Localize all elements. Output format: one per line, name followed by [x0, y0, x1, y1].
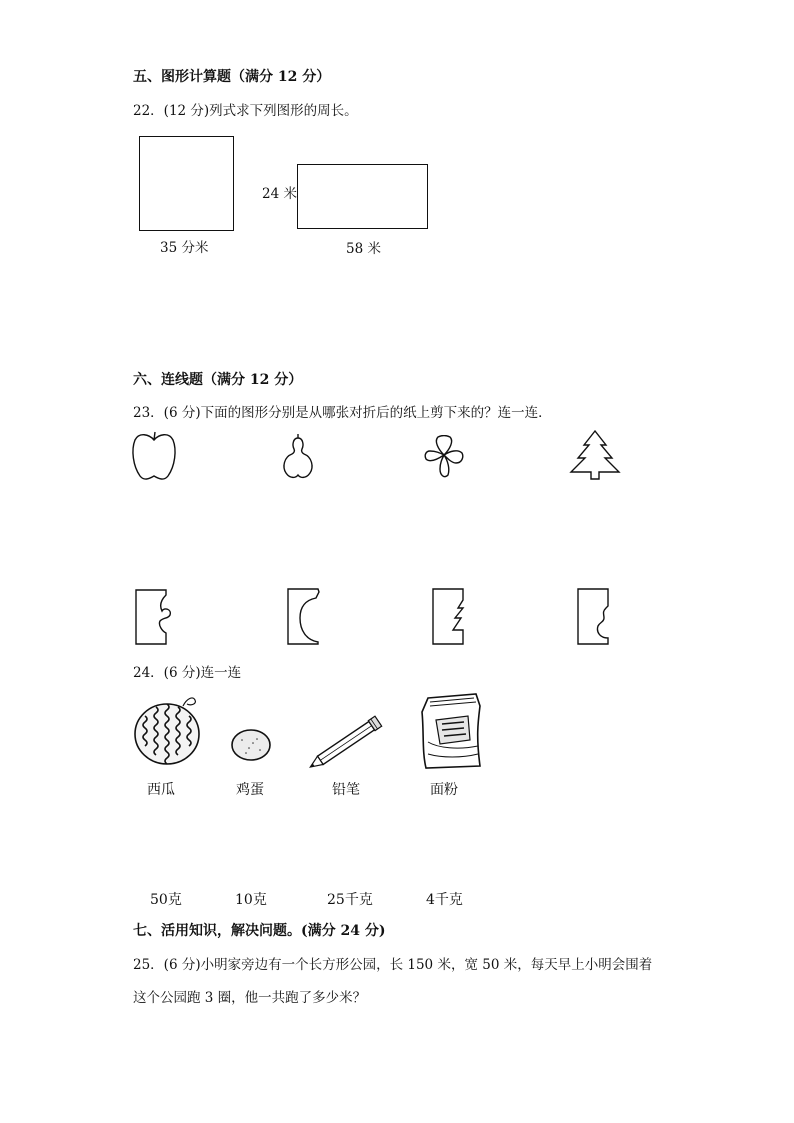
- weight-label-3: 25千克: [327, 892, 373, 908]
- egg-icon: [229, 728, 273, 762]
- section-7-title: 七、活用知识，解决问题。(满分 24 分): [133, 923, 386, 939]
- section-6-title: 六、连线题（满分 12 分）: [133, 372, 303, 388]
- square-figure: [139, 136, 234, 231]
- flour-bag-icon: [418, 692, 486, 772]
- folded-paper-flower-icon: [134, 589, 174, 646]
- section-5-title: 五、图形计算题（满分 12 分）: [133, 69, 331, 85]
- question-23-text: 23．(6 分)下面的图形分别是从哪张对折后的纸上剪下来的？连一连．: [133, 405, 552, 421]
- pencil-icon: [301, 712, 391, 774]
- question-24-text: 24．(6 分)连一连: [133, 665, 242, 681]
- folded-paper-gourd-icon: [576, 588, 614, 646]
- flower-icon: [424, 435, 464, 479]
- item-label-flour: 面粉: [430, 782, 458, 798]
- item-label-watermelon: 西瓜: [147, 782, 175, 798]
- item-label-egg: 鸡蛋: [236, 782, 264, 798]
- item-label-pencil: 铅笔: [332, 782, 360, 798]
- apple-icon: [131, 430, 177, 482]
- rect-length-label: 58 米: [346, 241, 381, 257]
- weight-label-2: 10克: [235, 892, 267, 908]
- question-25-line1: 25．(6 分)小明家旁边有一个长方形公园，长 150 米，宽 50 米，每天早上小明会围着: [133, 957, 653, 973]
- folded-paper-tree-icon: [431, 588, 469, 646]
- tree-icon: [568, 430, 622, 480]
- watermelon-icon: [131, 692, 203, 766]
- question-22-text: 22．(12 分)列式求下列图形的周长。: [133, 103, 358, 119]
- square-side-label: 35 分米: [160, 240, 209, 256]
- rect-width-label: 24 米: [262, 186, 297, 202]
- gourd-icon: [282, 432, 314, 480]
- rectangle-figure: [297, 164, 428, 229]
- question-25-line2: 这个公园跑 3 圈，他一共跑了多少米？: [133, 990, 367, 1006]
- weight-label-4: 4千克: [426, 892, 463, 908]
- weight-label-1: 50克: [150, 892, 182, 908]
- folded-paper-apple-icon: [286, 588, 322, 646]
